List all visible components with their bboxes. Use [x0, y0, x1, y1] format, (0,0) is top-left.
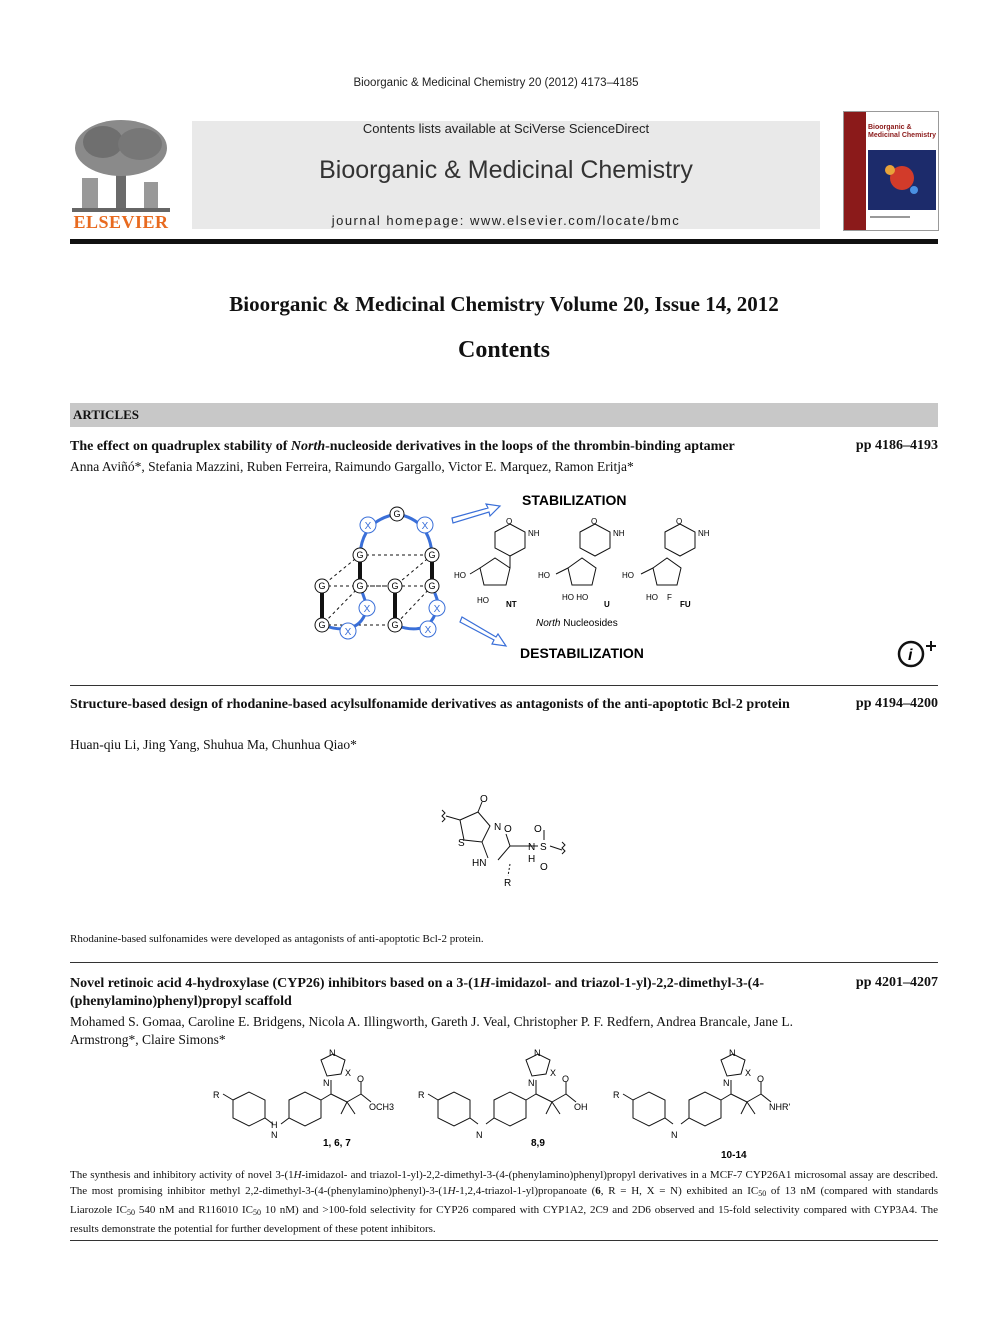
atom-label: R — [213, 1090, 220, 1100]
x-node: X — [364, 521, 372, 532]
header-rule — [70, 239, 938, 244]
atom-label: O — [540, 862, 548, 873]
g-node: G — [318, 620, 326, 630]
atom-label: O — [757, 1074, 765, 1084]
nucleoside-label-nt: NT — [506, 600, 517, 609]
article-divider — [70, 685, 938, 686]
atom-label: HO — [477, 596, 489, 605]
article-1-pages[interactable]: pp 4186–4193 — [855, 438, 938, 453]
atom-label: S — [458, 838, 465, 849]
article-divider — [70, 962, 938, 963]
svg-text:i: i — [908, 647, 913, 664]
contents-heading: Contents — [457, 337, 550, 363]
destabilization-label: DESTABILIZATION — [520, 645, 644, 661]
compound-label-3: 10-14 — [721, 1150, 747, 1161]
article-2-title[interactable]: Structure-based design of rhodanine-based acylsulfonamide derivatives as antagonists of the anti-apoptotic Bcl-2 protein — [70, 697, 790, 712]
atom-label: HO — [454, 571, 466, 580]
atom-label: N — [323, 1078, 330, 1088]
atom-label: O — [480, 794, 488, 805]
atom-label: X — [550, 1068, 557, 1078]
atom-label: R — [418, 1090, 425, 1100]
g-node: G — [318, 581, 326, 591]
cover-title: Bioorganic & Medicinal Chemistry — [868, 124, 937, 139]
atom-label: H — [271, 1120, 278, 1130]
atom-label: HN — [472, 858, 487, 869]
contents-available-link[interactable]: Contents lists available at SciVerse ScienceDirect — [362, 121, 650, 136]
article-1-graphical-abstract — [300, 490, 940, 675]
atom-label: HO — [538, 571, 550, 580]
nucleoside-label-u: U — [604, 600, 610, 609]
article-3-graphical-abstract — [205, 1048, 805, 1163]
article-1-title-italic: North — [290, 439, 326, 454]
interactive-info-icon — [899, 641, 936, 666]
north-nucleosides-caption: North Nucleosides — [536, 618, 618, 629]
x-node: X — [424, 625, 432, 636]
atom-label: N — [494, 822, 502, 833]
atom-label: H — [528, 854, 536, 865]
section-label-articles: ARTICLES — [73, 407, 140, 422]
journal-citation: Bioorganic & Medicinal Chemistry 20 (2012) 4173–4185 — [353, 77, 639, 89]
section-bar — [70, 403, 938, 427]
atom-label: R — [504, 878, 512, 889]
g-node: G — [428, 550, 436, 560]
elsevier-wordmark: ELSEVIER — [73, 212, 169, 232]
atom-label: N — [271, 1130, 278, 1140]
atom-label: O — [562, 1074, 570, 1084]
atom-label: NH — [528, 529, 540, 538]
atom-label: N — [729, 1048, 736, 1058]
atom-label: X — [345, 1068, 352, 1078]
atom-label: N — [476, 1130, 483, 1140]
g-node: G — [393, 509, 401, 519]
journal-title: Bioorganic & Medicinal Chemistry — [319, 156, 693, 184]
atom-label: NH — [698, 529, 710, 538]
nucleoside-label-fu: FU — [680, 600, 691, 609]
x-node: X — [344, 627, 352, 638]
issue-title: Bioorganic & Medicinal Chemistry Volume 20, Issue 14, 2012 — [229, 292, 779, 316]
article-3-title-text-end: -imidazol- and triazol-1-yl)-2,2-dimethyl-3-(4-(phenylamino)phenyl)propyl scaffold — [70, 976, 764, 1009]
atom-label: NH — [613, 529, 625, 538]
article-2-pages[interactable]: pp 4194–4200 — [855, 696, 938, 711]
article-2-authors: Huan-qiu Li, Jing Yang, Shuhua Ma, Chunhua Qiao* — [70, 737, 357, 752]
article-1-authors: Anna Aviñó*, Stefania Mazzini, Ruben Ferreira, Raimundo Gargallo, Victor E. Marquez, Ramon Eritja* — [70, 459, 634, 474]
atom-label: O — [591, 517, 598, 526]
atom-label: R — [613, 1090, 620, 1100]
article-3-title-italic: H — [479, 976, 491, 991]
stabilization-label: STABILIZATION — [522, 492, 627, 508]
x-node: X — [433, 604, 441, 615]
atom-label: N — [528, 1078, 535, 1088]
article-2-graphical-abstract — [430, 790, 580, 890]
atom-label: O — [357, 1074, 365, 1084]
atom-label: HO — [622, 571, 634, 580]
journal-homepage-link[interactable]: journal homepage: www.elsevier.com/locate/bmc — [331, 213, 681, 228]
atom-label: O — [676, 517, 683, 526]
atom-label: N — [723, 1078, 730, 1088]
g-node: G — [391, 620, 399, 630]
article-3-authors: Mohamed S. Gomaa, Caroline E. Bridgens, Nicola A. Illingworth, Gareth J. Veal, Christopher P. F. Redfern, Andrea Brancale, Jane L. Armstrong*, Claire Simons* — [70, 1014, 794, 1047]
atom-label: O — [506, 517, 513, 526]
g-node: G — [391, 581, 399, 591]
atom-label: S — [540, 842, 547, 853]
x-node: X — [363, 604, 371, 615]
atom-label: F — [667, 593, 672, 602]
atom-label: O — [534, 824, 542, 835]
x-node: X — [421, 521, 429, 532]
article-1-title[interactable] — [70, 438, 820, 456]
article-divider — [70, 1240, 938, 1241]
acid-group: OH — [574, 1102, 588, 1112]
atom-label: N — [329, 1048, 336, 1058]
amide-group: NHR' — [769, 1102, 791, 1112]
ester-group: OCH3 — [369, 1102, 395, 1112]
g-node: G — [356, 581, 364, 591]
g-node: G — [356, 550, 364, 560]
atom-label: X — [745, 1068, 752, 1078]
atom-label: HO — [646, 593, 658, 602]
atom-label: N — [528, 842, 536, 853]
article-3-pages[interactable]: pp 4201–4207 — [855, 975, 938, 990]
article-2-abstract: Rhodanine-based sulfonamides were developed as antagonists of anti-apoptotic Bcl-2 protein. — [70, 933, 484, 945]
atom-label: N — [534, 1048, 541, 1058]
atom-label: HO HO — [562, 593, 589, 602]
article-3-title-text: Novel retinoic acid 4-hydroxylase (CYP26) inhibitors based on a 3-(1 — [70, 976, 480, 991]
article-1-title-text-end: -nucleoside derivatives in the loops of the thrombin-binding aptamer — [325, 439, 735, 454]
compound-label-1: 1, 6, 7 — [323, 1138, 351, 1149]
g-node: G — [428, 581, 436, 591]
compound-label-2: 8,9 — [531, 1138, 545, 1149]
article-3-abstract: The synthesis and inhibitory activity of novel 3-(1H-imidazol- and triazol-1-yl)-2,2-dimethyl-3-(4-(phenylamino)phenyl)propyl derivatives in a MCF-7 CYP26A1 microsomal assay are described. The most promising inhibitor methyl 2,2-dimethyl-3-(4-(phenylamino)phenyl)-3-(1H-1,2,4-triazol-1-yl)propanoate (6, R = H, X = N) exhibited an $IC_{50}$ of 13 nM (compared with standards Liarozole $IC_{50}$ 540 nM and R116010 $IC_{50}$ 10 nM) and >100-fold selectivity for CYP26 compared with CYP1A2, 2C9 and 2D6 observed and 15-fold selectivity compared with CYP3A4. The results demonstrate the potential for further development of these potent inhibitors. — [70, 1169, 939, 1235]
atom-label: O — [504, 824, 512, 835]
article-3-title[interactable] — [70, 975, 820, 1011]
atom-label: N — [671, 1130, 678, 1140]
article-1-title-text: The effect on quadruplex stability of — [70, 439, 291, 454]
